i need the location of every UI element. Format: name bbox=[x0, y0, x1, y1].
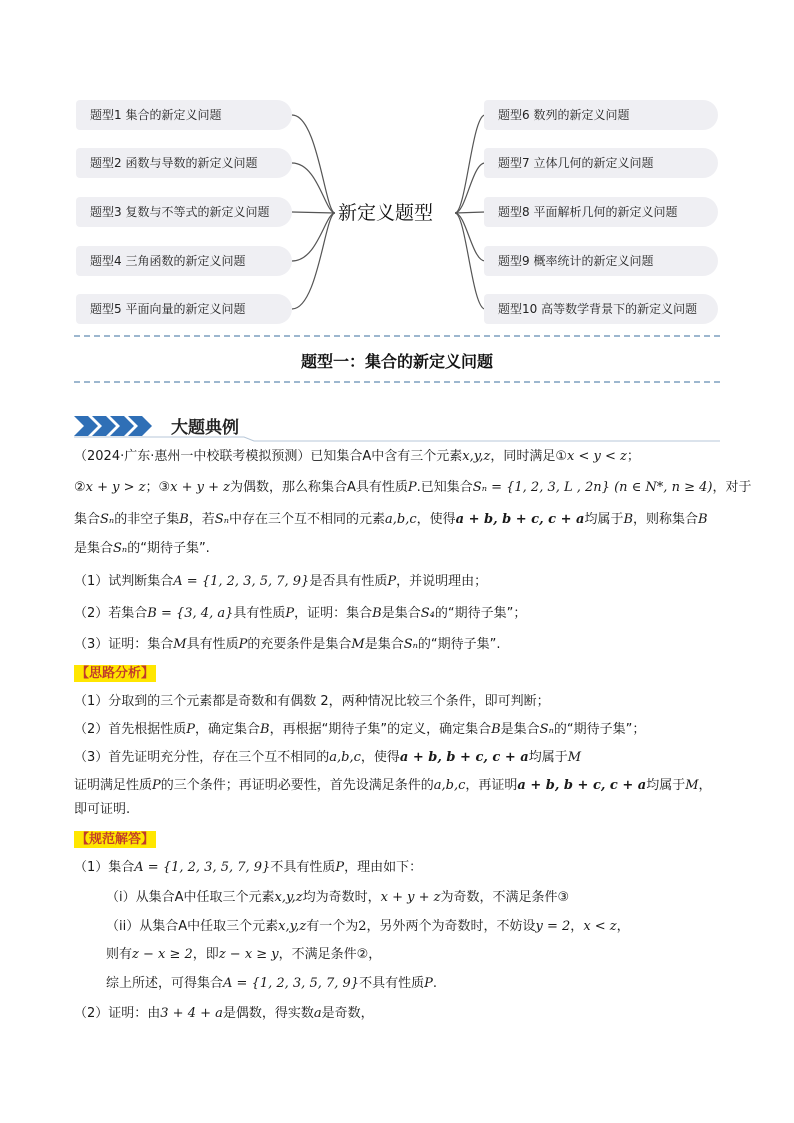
analysis-text: （2）首先根据性质 bbox=[74, 722, 187, 737]
math-expr: x,y,z bbox=[274, 890, 303, 905]
problem-text: ，证明：集合 bbox=[294, 606, 373, 621]
math-expr: z − x ≥ 2 bbox=[132, 947, 193, 962]
mindmap-node-type7[interactable]: 题型7 立体几何的新定义问题 bbox=[484, 148, 718, 178]
problem-line-1 bbox=[74, 447, 640, 467]
analysis-line-4 bbox=[74, 776, 712, 796]
math-expr: a,b,c bbox=[385, 512, 417, 527]
math-expr: Sₙ bbox=[113, 541, 128, 556]
problem-text: （2024·广东·惠州一中校联考模拟预测）已知集合A中含有三个元素 bbox=[74, 449, 463, 464]
math-expr: Sₙ = {1, 2, 3, L , 2n} bbox=[472, 480, 610, 495]
problem-text: 为偶数，那么称集合A具有性质 bbox=[230, 480, 408, 495]
math-expr: M bbox=[351, 637, 365, 652]
analysis-text: 的三个条件；再证明必要性，首先设满足条件的 bbox=[160, 778, 434, 793]
problem-text: ，同时满足① bbox=[490, 449, 567, 464]
mindmap-node-type6[interactable]: 题型6 数列的新定义问题 bbox=[484, 100, 718, 130]
banner-title: 大题典例 bbox=[171, 418, 239, 438]
math-expr: x + y > z bbox=[85, 480, 146, 495]
solution-text: 是偶数，得实数 bbox=[222, 1006, 314, 1021]
mindmap-node-type1[interactable]: 题型1 集合的新定义问题 bbox=[76, 100, 292, 130]
problem-text: 的“期待子集”； bbox=[434, 606, 527, 621]
question-1 bbox=[74, 572, 487, 592]
solution-line-3 bbox=[106, 917, 630, 937]
solution-text: 为奇数，不满足条件③ bbox=[440, 890, 570, 905]
solution-text: ，理由如下： bbox=[344, 860, 423, 875]
analysis-line-2 bbox=[74, 720, 645, 740]
problem-text: ，则称集合 bbox=[633, 512, 699, 527]
math-expr: x + y + z bbox=[380, 890, 441, 905]
math-expr: A = {1, 2, 3, 5, 7, 9} bbox=[134, 860, 271, 875]
math-expr: B bbox=[491, 722, 501, 737]
problem-text: 的非空子集 bbox=[114, 512, 180, 527]
solution-text: 有一个为 bbox=[306, 919, 359, 934]
problem-text: ，使得 bbox=[416, 512, 456, 527]
problem-text: 是集合 bbox=[74, 541, 114, 556]
solution-text: （i）从集合A中任取三个元素 bbox=[106, 890, 275, 905]
math-expr: A = {1, 2, 3, 5, 7, 9} bbox=[223, 976, 360, 991]
solution-heading bbox=[74, 830, 156, 850]
math-expr: 3 + 4 + a bbox=[160, 1006, 223, 1021]
math-expr: M bbox=[567, 750, 582, 765]
problem-text: （3）证明：集合 bbox=[74, 637, 174, 652]
math-expr: a,b,c bbox=[433, 778, 466, 793]
math-expr: Sₙ bbox=[100, 512, 115, 527]
solution-text: ，即 bbox=[192, 947, 219, 962]
problem-text: 具有性质 bbox=[233, 606, 286, 621]
analysis-text: ， bbox=[698, 778, 712, 793]
solution-line-1 bbox=[74, 858, 422, 878]
solution-text: 不具有性质 bbox=[359, 976, 425, 991]
question-2 bbox=[74, 604, 526, 624]
banner-underline bbox=[74, 436, 720, 442]
analysis-text: （3）首先证明充分性，存在三个互不相同的 bbox=[74, 750, 330, 765]
analysis-tag: 【思路分析】 bbox=[76, 666, 155, 681]
problem-text: ； bbox=[626, 449, 640, 464]
solution-text: 综上所述，可得集合 bbox=[106, 976, 224, 991]
mindmap-center-title: 新定义题型 bbox=[338, 202, 434, 224]
analysis-text: 证明满足性质 bbox=[74, 778, 153, 793]
problem-text: ，并说明理由； bbox=[396, 574, 488, 589]
solution-text: （ii）从集合A中任取三个元素 bbox=[106, 919, 279, 934]
problem-text: 的充要条件是集合 bbox=[247, 637, 352, 652]
math-expr: P bbox=[387, 574, 397, 589]
problem-text: 是集合 bbox=[381, 606, 421, 621]
math-expr: B bbox=[623, 512, 634, 527]
math-expr: a bbox=[313, 1006, 322, 1021]
mindmap-node-type8[interactable]: 题型8 平面解析几何的新定义问题 bbox=[484, 197, 718, 227]
problem-text: 具有性质 bbox=[186, 637, 239, 652]
math-expr: Sₙ bbox=[403, 637, 418, 652]
solution-line-2 bbox=[106, 888, 569, 908]
solution-text: （1）集合 bbox=[74, 860, 135, 875]
section-title: 题型一：集合的新定义问题 bbox=[300, 352, 493, 371]
math-expr: P bbox=[407, 480, 417, 495]
solution-text: 是奇数， bbox=[321, 1006, 374, 1021]
problem-line-4 bbox=[74, 539, 210, 559]
math-expr: a + b, b + c, c + a bbox=[399, 750, 529, 765]
problem-text: 是否具有性质 bbox=[309, 574, 388, 589]
math-expr: Sₙ bbox=[539, 722, 554, 737]
mindmap-node-type4[interactable]: 题型4 三角函数的新定义问题 bbox=[76, 246, 292, 276]
problem-text: 的“期待子集”. bbox=[127, 541, 210, 556]
problem-text: ，若 bbox=[188, 512, 215, 527]
analysis-text: ，使得 bbox=[360, 750, 400, 765]
math-expr: y = 2 bbox=[535, 919, 571, 934]
analysis-text: ，确定集合 bbox=[195, 722, 261, 737]
problem-line-3 bbox=[74, 510, 708, 530]
solution-tag: 【规范解答】 bbox=[76, 832, 155, 847]
analysis-text: 均属于 bbox=[646, 778, 686, 793]
analysis-text: ，再根据“期待子集”的定义，确定集合 bbox=[269, 722, 492, 737]
solution-text: ，不满足条件②， bbox=[278, 947, 382, 962]
math-expr: (n ∈ N*, n ≥ 4) bbox=[614, 480, 713, 495]
math-expr: P bbox=[152, 778, 161, 793]
math-expr: P bbox=[285, 606, 295, 621]
analysis-line-3 bbox=[74, 748, 581, 768]
math-expr: P bbox=[238, 637, 248, 652]
analysis-text: 的“期待子集”； bbox=[553, 722, 646, 737]
math-expr: B = {3, 4, a} bbox=[147, 606, 234, 621]
problem-text: 均属于 bbox=[584, 512, 624, 527]
problem-text: 是集合 bbox=[364, 637, 404, 652]
solution-text: . bbox=[432, 976, 437, 991]
mindmap-node-type3[interactable]: 题型3 复数与不等式的新定义问题 bbox=[76, 197, 292, 227]
math-expr: x < y < z bbox=[566, 449, 627, 464]
analysis-text: 是集合 bbox=[500, 722, 540, 737]
math-expr: a,b,c bbox=[329, 750, 361, 765]
math-expr: B bbox=[372, 606, 382, 621]
problem-line-2 bbox=[74, 478, 751, 498]
solution-text: ，另外两个为奇数时，不妨设 bbox=[366, 919, 536, 934]
analysis-line-1: （1）分取到的三个元素都是奇数和有偶数 2，两种情况比较三个条件，即可判断； bbox=[74, 694, 550, 709]
math-expr: z − x ≥ y bbox=[218, 947, 279, 962]
problem-text: （2）若集合 bbox=[74, 606, 148, 621]
math-expr: a + b, b + c, c + a bbox=[455, 512, 585, 527]
math-expr: x,y,z bbox=[278, 919, 307, 934]
solution-text: ， bbox=[570, 919, 584, 934]
divider-bottom bbox=[74, 381, 720, 383]
analysis-line-5: 即可证明. bbox=[74, 802, 131, 817]
problem-text: ，对于 bbox=[712, 480, 752, 495]
math-expr: B bbox=[179, 512, 189, 527]
math-expr: S₄ bbox=[420, 606, 435, 621]
mindmap-node-type5[interactable]: 题型5 平面向量的新定义问题 bbox=[76, 294, 292, 324]
solution-line-4 bbox=[106, 945, 381, 965]
math-expr: x + y + z bbox=[170, 480, 230, 495]
math-expr: x,y,z bbox=[462, 449, 491, 464]
mindmap-node-type9[interactable]: 题型9 概率统计的新定义问题 bbox=[484, 246, 718, 276]
problem-text: ；③ bbox=[145, 480, 171, 495]
solution-text: 不具有性质 bbox=[270, 860, 336, 875]
problem-text: 集合 bbox=[74, 512, 101, 527]
question-3 bbox=[74, 635, 501, 655]
analysis-text: ，再证明 bbox=[465, 778, 518, 793]
math-expr: B bbox=[260, 722, 270, 737]
math-expr: 2 bbox=[358, 919, 367, 934]
math-expr: P bbox=[424, 976, 433, 991]
math-expr: P bbox=[186, 722, 196, 737]
solution-line-5 bbox=[106, 974, 437, 994]
math-expr: x < z bbox=[583, 919, 617, 934]
analysis-text: 均属于 bbox=[528, 750, 568, 765]
divider-top bbox=[74, 335, 720, 337]
math-expr: M bbox=[173, 637, 187, 652]
math-expr: M bbox=[685, 778, 699, 793]
solution-text: 则有 bbox=[106, 947, 133, 962]
problem-text: 的“期待子集”. bbox=[417, 637, 501, 652]
mindmap-node-type2[interactable]: 题型2 函数与导数的新定义问题 bbox=[76, 148, 292, 178]
math-expr: a + b, b + c, c + a bbox=[517, 778, 647, 793]
analysis-heading bbox=[74, 664, 156, 684]
solution-text: ， bbox=[616, 919, 630, 934]
math-expr: A = {1, 2, 3, 5, 7, 9} bbox=[173, 574, 310, 589]
math-expr: B bbox=[698, 512, 708, 527]
problem-text: （1）试判断集合 bbox=[74, 574, 174, 589]
solution-text: （2）证明：由 bbox=[74, 1006, 161, 1021]
math-expr: P bbox=[335, 860, 345, 875]
solution-line-6 bbox=[74, 1004, 374, 1024]
solution-text: 均为奇数时， bbox=[302, 890, 381, 905]
math-expr: Sₙ bbox=[214, 512, 229, 527]
problem-text: .已知集合 bbox=[416, 480, 473, 495]
problem-text: 中存在三个互不相同的元素 bbox=[228, 512, 385, 527]
mindmap-node-type10[interactable]: 题型10 高等数学背景下的新定义问题 bbox=[484, 294, 718, 324]
problem-text: ② bbox=[74, 480, 86, 495]
